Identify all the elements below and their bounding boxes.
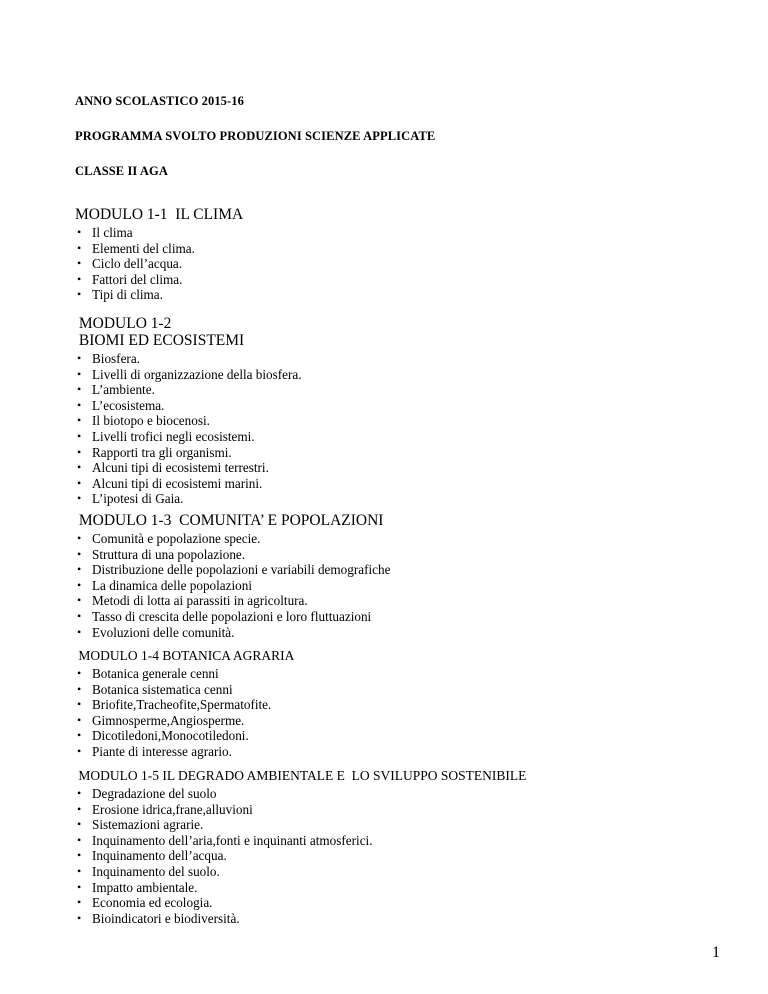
list-item: • Elementi del clima. <box>75 241 728 257</box>
list-item: • Distribuzione delle popolazioni e variabili demografiche <box>75 562 728 578</box>
list-item: • Alcuni tipi di ecosistemi terrestri. <box>75 460 728 476</box>
list-item: • Il biotopo e biocenosi. <box>75 413 728 429</box>
module-item-list <box>75 531 728 640</box>
list-item: • Struttura di una popolazione. <box>75 547 728 563</box>
module-1-3 <box>75 512 728 640</box>
class-heading: CLASSE II AGA <box>75 164 168 178</box>
school-year-heading: ANNO SCOLASTICO 2015-16 <box>75 94 244 108</box>
module-item-list <box>75 786 728 926</box>
module-title: MODULO 1-1 IL CLIMA <box>75 206 244 223</box>
module-title: MODULO 1-4 BOTANICA AGRARIA <box>75 648 295 663</box>
list-item: • Inquinamento dell’aria,fonti e inquinanti atmosferici. <box>75 833 728 849</box>
module-title: MODULO 1-3 COMUNITA’ E POPOLAZIONI <box>75 512 384 529</box>
list-item: • Alcuni tipi di ecosistemi marini. <box>75 476 728 492</box>
module-item-list <box>75 225 728 303</box>
list-item: • Tipi di clima. <box>75 287 728 303</box>
list-item: • Inquinamento del suolo. <box>75 864 728 880</box>
list-item: • Ciclo dell’acqua. <box>75 256 728 272</box>
module-item-list <box>75 666 728 760</box>
list-item: • Degradazione del suolo <box>75 786 728 802</box>
module-1-1 <box>75 206 728 303</box>
module-title: MODULO 1-5 IL DEGRADO AMBIENTALE E LO SVILUPPO SOSTENIBILE <box>75 768 527 783</box>
list-item: • Livelli di organizzazione della biosfera. <box>75 367 728 383</box>
module-title: MODULO 1-2 BIOMI ED ECOSISTEMI <box>78 315 245 349</box>
list-item: • Botanica generale cenni <box>75 666 728 682</box>
page-number: 1 <box>712 944 720 961</box>
list-item: • Inquinamento dell’acqua. <box>75 848 728 864</box>
list-item: • Dicotiledoni,Monocotiledoni. <box>75 728 728 744</box>
list-item: • Economia ed ecologia. <box>75 895 728 911</box>
list-item: • Erosione idrica,frane,alluvioni <box>75 802 728 818</box>
module-1-4 <box>75 648 728 760</box>
module-1-5 <box>75 768 728 926</box>
list-item: • Il clima <box>75 225 728 241</box>
list-item: • La dinamica delle popolazioni <box>75 578 728 594</box>
list-item: • Comunità e popolazione specie. <box>75 531 728 547</box>
module-1-2 <box>75 315 728 507</box>
list-item: • Fattori del clima. <box>75 272 728 288</box>
list-item: • Piante di interesse agrario. <box>75 744 728 760</box>
list-item: • L’ecosistema. <box>75 398 728 414</box>
list-item: • Bioindicatori e biodiversità. <box>75 911 728 927</box>
list-item: • Gimnosperme,Angiosperme. <box>75 713 728 729</box>
list-item: • Metodi di lotta ai parassiti in agricoltura. <box>75 593 728 609</box>
list-item: • Impatto ambientale. <box>75 880 728 896</box>
list-item: • Evoluzioni delle comunità. <box>75 625 728 641</box>
list-item: • L’ipotesi di Gaia. <box>75 491 728 507</box>
list-item: • Botanica sistematica cenni <box>75 682 728 698</box>
list-item: • Rapporti tra gli organismi. <box>75 445 728 461</box>
list-item: • Sistemazioni agrarie. <box>75 817 728 833</box>
list-item: • L’ambiente. <box>75 382 728 398</box>
list-item: • Tasso di crescita delle popolazioni e loro fluttuazioni <box>75 609 728 625</box>
list-item: • Briofite,Tracheofite,Spermatofite. <box>75 697 728 713</box>
program-heading: PROGRAMMA SVOLTO PRODUZIONI SCIENZE APPLICATE <box>75 129 436 143</box>
list-item: • Livelli trofici negli ecosistemi. <box>75 429 728 445</box>
list-item: • Biosfera. <box>75 351 728 367</box>
module-item-list <box>75 351 728 507</box>
